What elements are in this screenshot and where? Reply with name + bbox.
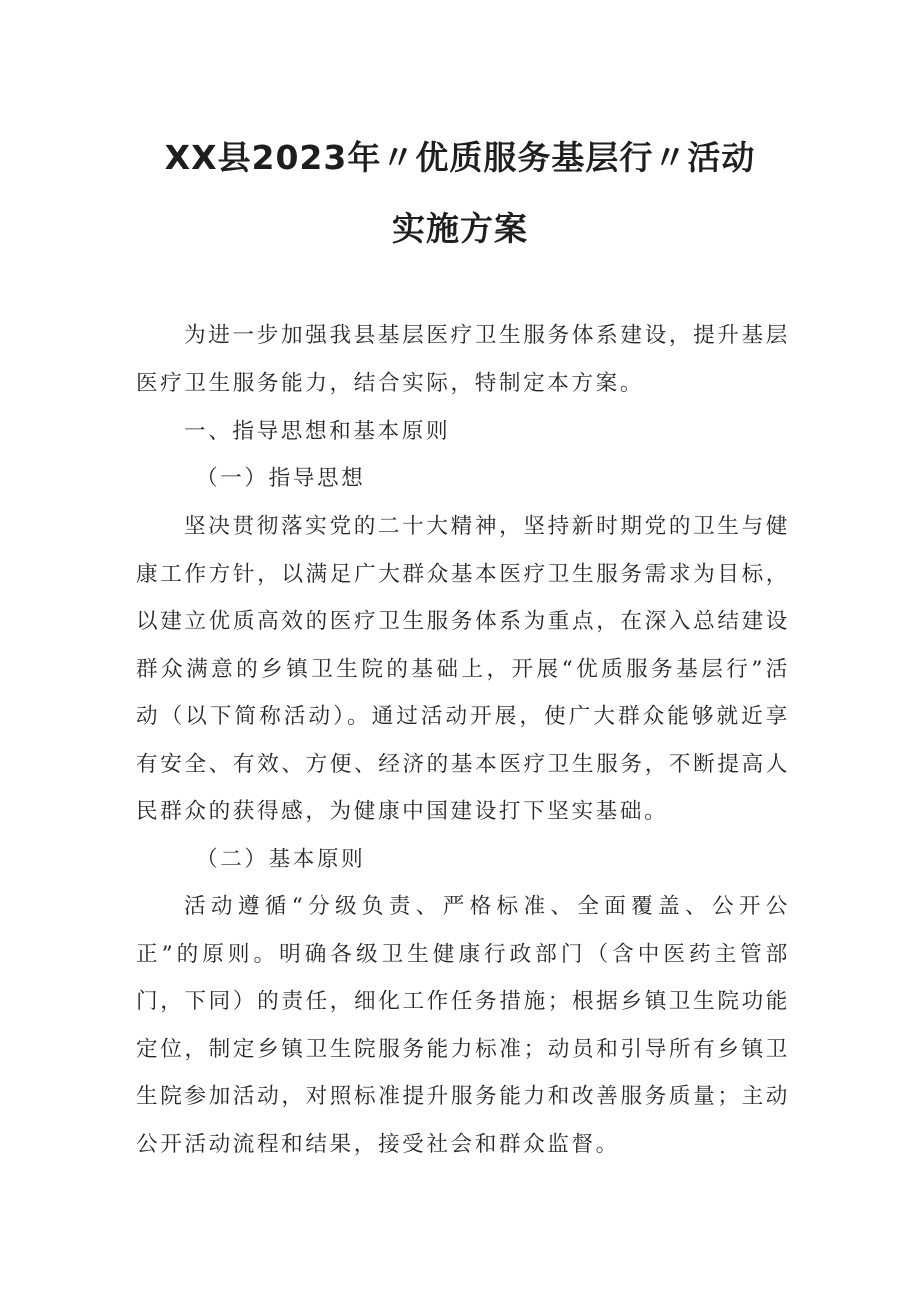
guiding-thought-paragraph: 坚决贯彻落实党的二十大精神，坚持新时期党的卫生与健康工作方针，以满足广大群众基本医疗卫生服务需求为目标，以建立优质高效的医疗卫生服务体系为重点，在深入总结建设群众满意的乡镇卫生院的基础上，开展“优质服务基层行”活动（以下简称活动）。通过活动开展，使广大群众能够就近享有安全、有效、方便、经济的基本医疗卫生服务，不断提高人民群众的获得感，为健康中国建设打下坚实基础。 [136, 514, 790, 824]
basic-principles-paragraph: 活动遵循“分级负责、严格标准、全面覆盖、公开公正”的原则。明确各级卫生健康行政部门（含中医药主管部门，下同）的责任，细化工作任务措施；根据乡镇卫生院功能定位，制定乡镇卫生院服务能力标准；动员和引导所有乡镇卫生院参加活动，对照标准提升服务能力和改善服务质量；主动公开活动流程和结果，接受社会和群众监督。 [136, 894, 790, 1157]
subsection-heading-guiding-thought: （一）指导思想 [196, 466, 366, 491]
intro-paragraph: 为进一步加强我县基层医疗卫生服务体系建设，提升基层医疗卫生服务能力，结合实际，特制定本方案。 [136, 323, 790, 396]
document-title-line-1: XX县2023年〃优质服务基层行〃活动 [164, 138, 756, 177]
subsection-heading-basic-principles: （二）基本原则 [196, 847, 366, 872]
section-heading-guiding-and-principles: 一、指导思想和基本原则 [184, 419, 451, 444]
document-title-line-2: 实施方案 [392, 209, 528, 248]
